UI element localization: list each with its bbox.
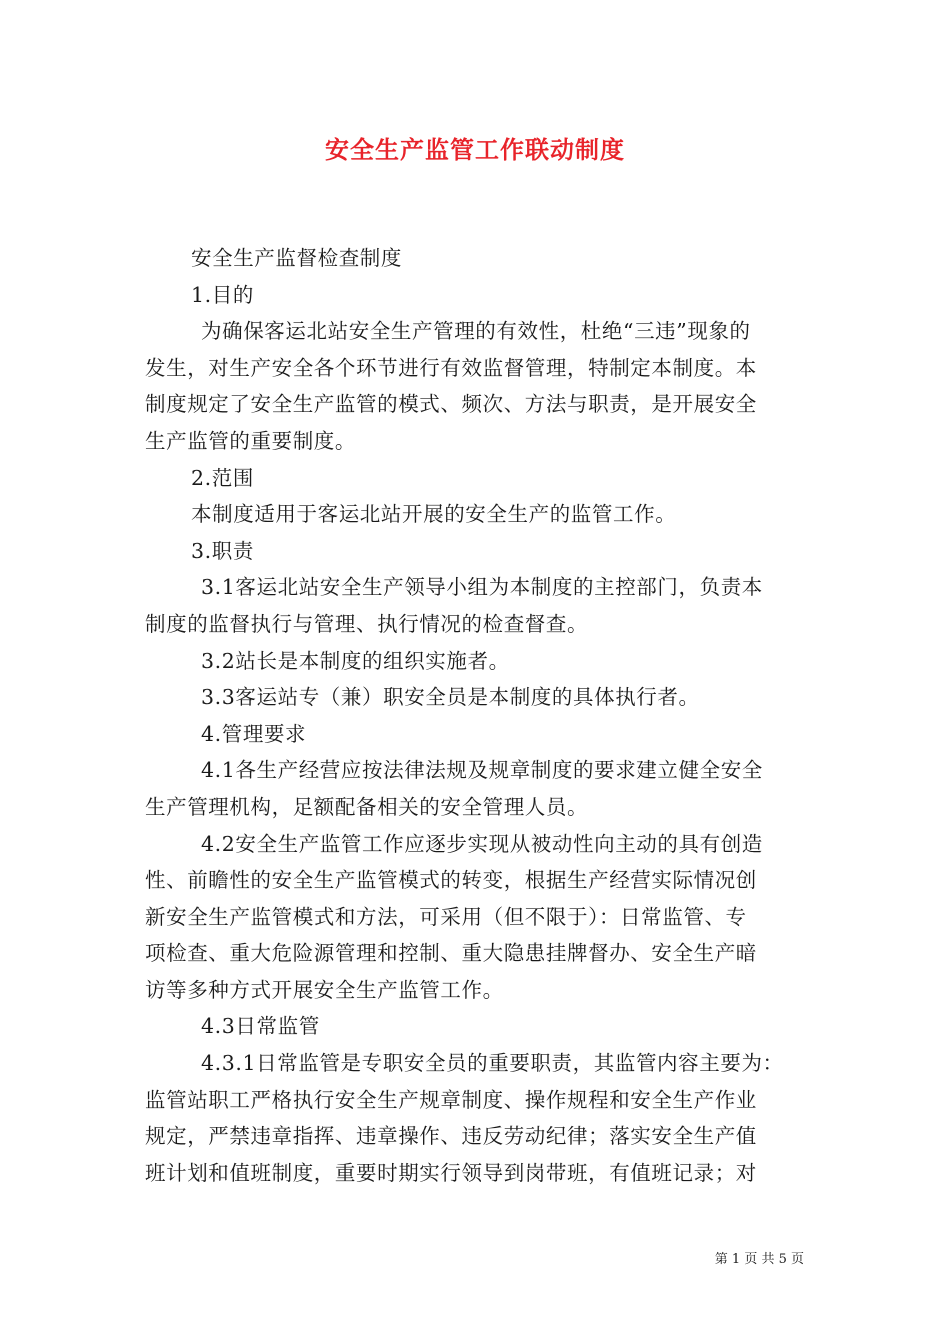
- heading-duties: 3.职责: [191, 538, 254, 563]
- paragraph-duty-3-2: 3.2站长是本制度的组织实施者。: [201, 648, 510, 673]
- paragraph-purpose: [145, 313, 810, 459]
- paragraph-daily-supervision-4-3-1: [145, 1045, 810, 1191]
- text-line: 访等多种方式开展安全生产监管工作。: [145, 977, 504, 1002]
- text-line: 为确保客运北站安全生产管理的有效性，杜绝“三违”现象的: [201, 319, 751, 344]
- text-line: 4.1各生产经营应按法律法规及规章制度的要求建立健全安全: [201, 758, 763, 783]
- heading-purpose: 1.目的: [191, 282, 254, 307]
- text-line: 项检查、重大危险源管理和控制、重大隐患挂牌督办、安全生产暗: [145, 941, 757, 966]
- text-line: 新安全生产监管模式和方法，可采用（但不限于）：日常监管、专: [145, 904, 747, 929]
- page-number: 第 1 页 共 5 页: [714, 1252, 804, 1267]
- text-line: 监管站职工严格执行安全生产规章制度、操作规程和安全生产作业: [145, 1087, 757, 1112]
- paragraph-management-4-1: [145, 752, 810, 825]
- paragraph-scope: 本制度适用于客运北站开展的安全生产的监管工作。: [191, 502, 677, 527]
- paragraph-duty-3-1: [145, 569, 810, 642]
- text-line: 班计划和值班制度，重要时期实行领导到岗带班，有值班记录；对: [145, 1160, 757, 1185]
- text-line: 4.2安全生产监管工作应逐步实现从被动性向主动的具有创造: [201, 831, 763, 856]
- heading-daily-supervision: 4.3日常监管: [201, 1014, 320, 1039]
- text-line: 制度的监督执行与管理、执行情况的检查督查。: [145, 611, 589, 636]
- text-line: 生产管理机构，足额配备相关的安全管理人员。: [145, 794, 589, 819]
- text-line: 规定，严禁违章指挥、违章操作、违反劳动纪律；落实安全生产值: [145, 1124, 757, 1149]
- text-line: 性、前瞻性的安全生产监管模式的转变，根据生产经营实际情况创: [145, 868, 757, 893]
- document-title: 安全生产监管工作联动制度: [325, 135, 625, 164]
- paragraph-duty-3-3: 3.3客运站专（兼）职安全员是本制度的具体执行者。: [201, 685, 700, 710]
- text-line: 制度规定了安全生产监管的模式、频次、方法与职责，是开展安全: [145, 392, 757, 417]
- text-line: 生产监管的重要制度。: [145, 428, 356, 453]
- text-line: 3.1客运北站安全生产领导小组为本制度的主控部门，负责本: [201, 575, 763, 600]
- document-body: [145, 240, 810, 1191]
- heading-management: 4.管理要求: [201, 721, 307, 746]
- paragraph-management-4-2: [145, 826, 810, 1009]
- text-line: 4.3.1日常监管是专职安全员的重要职责，其监管内容主要为：: [201, 1051, 784, 1076]
- heading-scope: 2.范围: [191, 465, 254, 490]
- text-line: 发生，对生产安全各个环节进行有效监督管理，特制定本制度。本: [145, 355, 757, 380]
- section-heading: 安全生产监督检查制度: [191, 246, 402, 270]
